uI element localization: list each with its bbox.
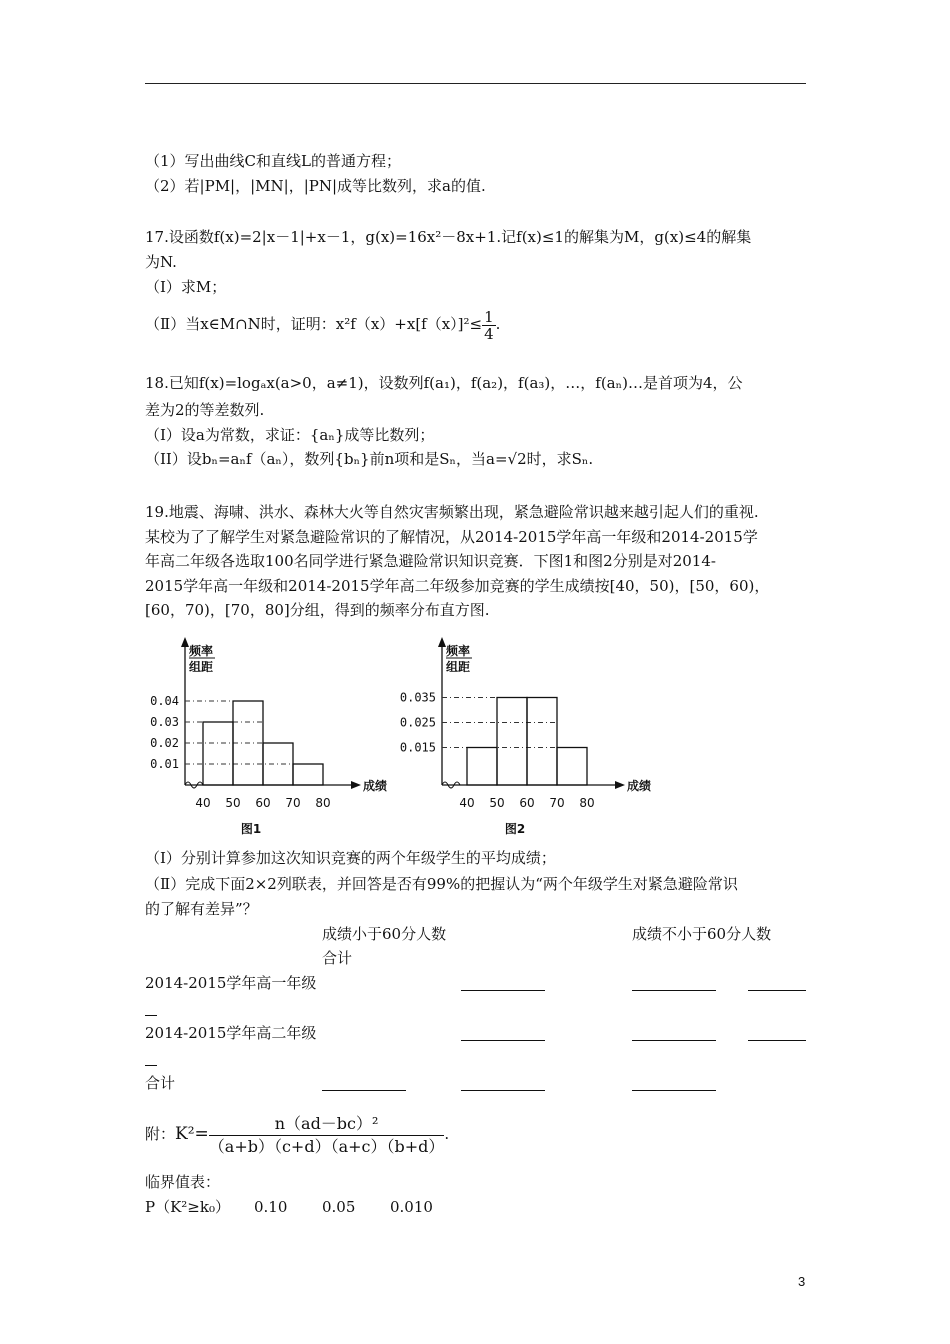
table-row2-label: 2014-2015学年高二年级 — [145, 1024, 317, 1042]
blank-r1c3[interactable] — [748, 990, 806, 991]
x-tick-label: 40 — [195, 796, 211, 810]
q19-line-5: [60，70)，[70，80]分组，得到的频率分布直方图. — [145, 601, 490, 619]
x-tick-label: 40 — [459, 796, 475, 810]
table-header-col1: 成绩小于60分人数 — [322, 925, 447, 943]
histogram-bar — [557, 748, 587, 786]
page-number: 3 — [798, 1274, 806, 1289]
table-row3-label: 合计 — [145, 1074, 176, 1092]
q19-part2-1: （Ⅱ）完成下面2×2列联表，并回答是否有99%的把握认为“两个年级学生对紧急避险常识 — [145, 875, 738, 893]
blank-r1c2[interactable] — [632, 990, 716, 991]
blank-r2c1[interactable] — [461, 1040, 545, 1041]
y-tick-label: 0.02 — [150, 736, 179, 750]
q19-line-1: 19.地震、海啸、洪水、森林大火等自然灾害频繁出现，紧急避险常识越来越引起人们的重视. — [145, 503, 759, 521]
blank-r3c1[interactable] — [322, 1090, 406, 1091]
x-axis-arrow-icon — [351, 781, 361, 789]
x-tick-label: 60 — [255, 796, 271, 810]
q17-stem-2: 为N. — [145, 253, 177, 271]
y-axis-arrow-icon — [181, 637, 189, 647]
histogram-bar — [527, 698, 557, 786]
q18-stem-2: 差为2的等差数列. — [145, 401, 265, 419]
q19-line-2: 某校为了了解学生对紧急避险常识的了解情况，从2014-2015学年高一年级和2014-2015学 — [145, 528, 758, 546]
period: . — [495, 315, 501, 333]
x-tick-label: 80 — [579, 796, 595, 810]
y-tick-label: 0.04 — [150, 694, 179, 708]
q19-line-4: 2015学年高一年级和2014-2015学年高二年级参加竞赛的学生成绩按[40，50)，[50，60)， — [145, 577, 770, 595]
x-tick-label: 50 — [489, 796, 505, 810]
blank-r2c2[interactable] — [632, 1040, 716, 1041]
q16-part1: （1）写出曲线C和直线L的普通方程； — [145, 152, 401, 170]
y-tick-label: 0.03 — [150, 715, 179, 729]
formula-prefix: 附： — [145, 1125, 176, 1143]
formula-lhs: K²= — [175, 1124, 209, 1144]
blank-r2c3[interactable] — [748, 1040, 806, 1041]
chart-caption: 图2 — [504, 822, 526, 836]
q18-stem-1: 18.已知f(x)=logₐx(a>0，a≠1)，设数列f(a₁)，f(a₂)，f(a₃)，…，f(aₙ)…是首项为4，公 — [145, 374, 743, 392]
histogram-bar — [467, 748, 497, 786]
histogram-bar — [497, 698, 527, 786]
critical-value-1: 0.10 — [254, 1198, 288, 1216]
q16-part2: （2）若|PM|，|MN|，|PN|成等比数列，求a的值. — [145, 177, 486, 195]
blank-r1c1[interactable] — [461, 990, 545, 991]
y-axis-arrow-icon — [438, 637, 446, 647]
blank-r3c3[interactable] — [632, 1090, 716, 1091]
q19-part2-2: 的了解有差异”？ — [145, 900, 258, 918]
x-tick-label: 60 — [519, 796, 535, 810]
q17-part2 — [145, 306, 500, 342]
x-tick-label: 70 — [549, 796, 565, 810]
y-label-top: 频率 — [446, 644, 471, 658]
blank-r3c2[interactable] — [461, 1090, 545, 1091]
histogram-bar — [203, 722, 233, 785]
x-tick-label: 70 — [285, 796, 301, 810]
q17-part1: （Ⅰ）求M； — [145, 278, 227, 296]
histograms — [0, 625, 950, 845]
q19-part1: （Ⅰ）分别计算参加这次知识竞赛的两个年级学生的平均成绩； — [145, 849, 556, 867]
header-rule — [145, 83, 806, 84]
q18-part1: （I）设a为常数，求证：{aₙ}成等比数列； — [145, 426, 435, 444]
histogram-bar — [293, 764, 323, 785]
x-axis-arrow-icon — [615, 781, 625, 789]
y-label-top: 频率 — [189, 644, 214, 658]
q17-part2-text: （Ⅱ）当x∈M∩N时，证明：x²f（x）+x[f（x）]²≤ — [145, 315, 483, 333]
fraction — [482, 309, 496, 342]
x-label: 成绩 — [627, 779, 652, 793]
critical-value-3: 0.010 — [390, 1198, 433, 1216]
formula-denominator: （a+b）（c+d）（a+c）（b+d） — [208, 1136, 445, 1156]
y-tick-label: 0.015 — [399, 740, 436, 755]
y-label-bottom: 组距 — [189, 660, 214, 674]
q17-stem-1: 17.设函数f(x)=2|x－1|+x－1，g(x)=16x²－8x+1.记f(x)≤1的解集为M，g(x)≤4的解集 — [145, 228, 752, 246]
table-header-total: 合计 — [322, 949, 353, 967]
x-tick-label: 80 — [315, 796, 331, 810]
blank-r1c3-cont — [145, 1015, 157, 1016]
table-row1-label: 2014-2015学年高一年级 — [145, 974, 317, 992]
x-label: 成绩 — [363, 779, 388, 793]
table-header-col2: 成绩不小于60分人数 — [632, 925, 772, 943]
x-tick-label: 50 — [225, 796, 241, 810]
chart-caption: 图1 — [240, 822, 262, 836]
formula-fraction — [209, 1113, 445, 1158]
k2-formula — [145, 1110, 449, 1158]
fraction-numerator: 1 — [484, 307, 494, 326]
critical-row-label: P（K²≥k₀） — [145, 1198, 230, 1216]
y-tick-label: 0.025 — [399, 715, 436, 730]
critical-value-2: 0.05 — [322, 1198, 356, 1216]
blank-r2c3-cont — [145, 1065, 157, 1066]
y-tick-label: 0.035 — [399, 690, 436, 705]
q18-part2: （II）设bₙ=aₙf（aₙ），数列{bₙ}前n项和是Sₙ，当a=√2时，求Sₙ. — [145, 450, 594, 468]
formula-end: . — [444, 1125, 450, 1143]
q19-line-3: 年高二年级各选取100名同学进行紧急避险常识知识竞赛．下图1和图2分别是对2014- — [145, 552, 716, 570]
formula-numerator: n（ad－bc）² — [209, 1113, 445, 1136]
y-label-bottom: 组距 — [446, 660, 471, 674]
critical-title: 临界值表： — [145, 1173, 221, 1191]
fraction-denominator: 4 — [484, 324, 494, 343]
y-tick-label: 0.01 — [150, 757, 179, 771]
